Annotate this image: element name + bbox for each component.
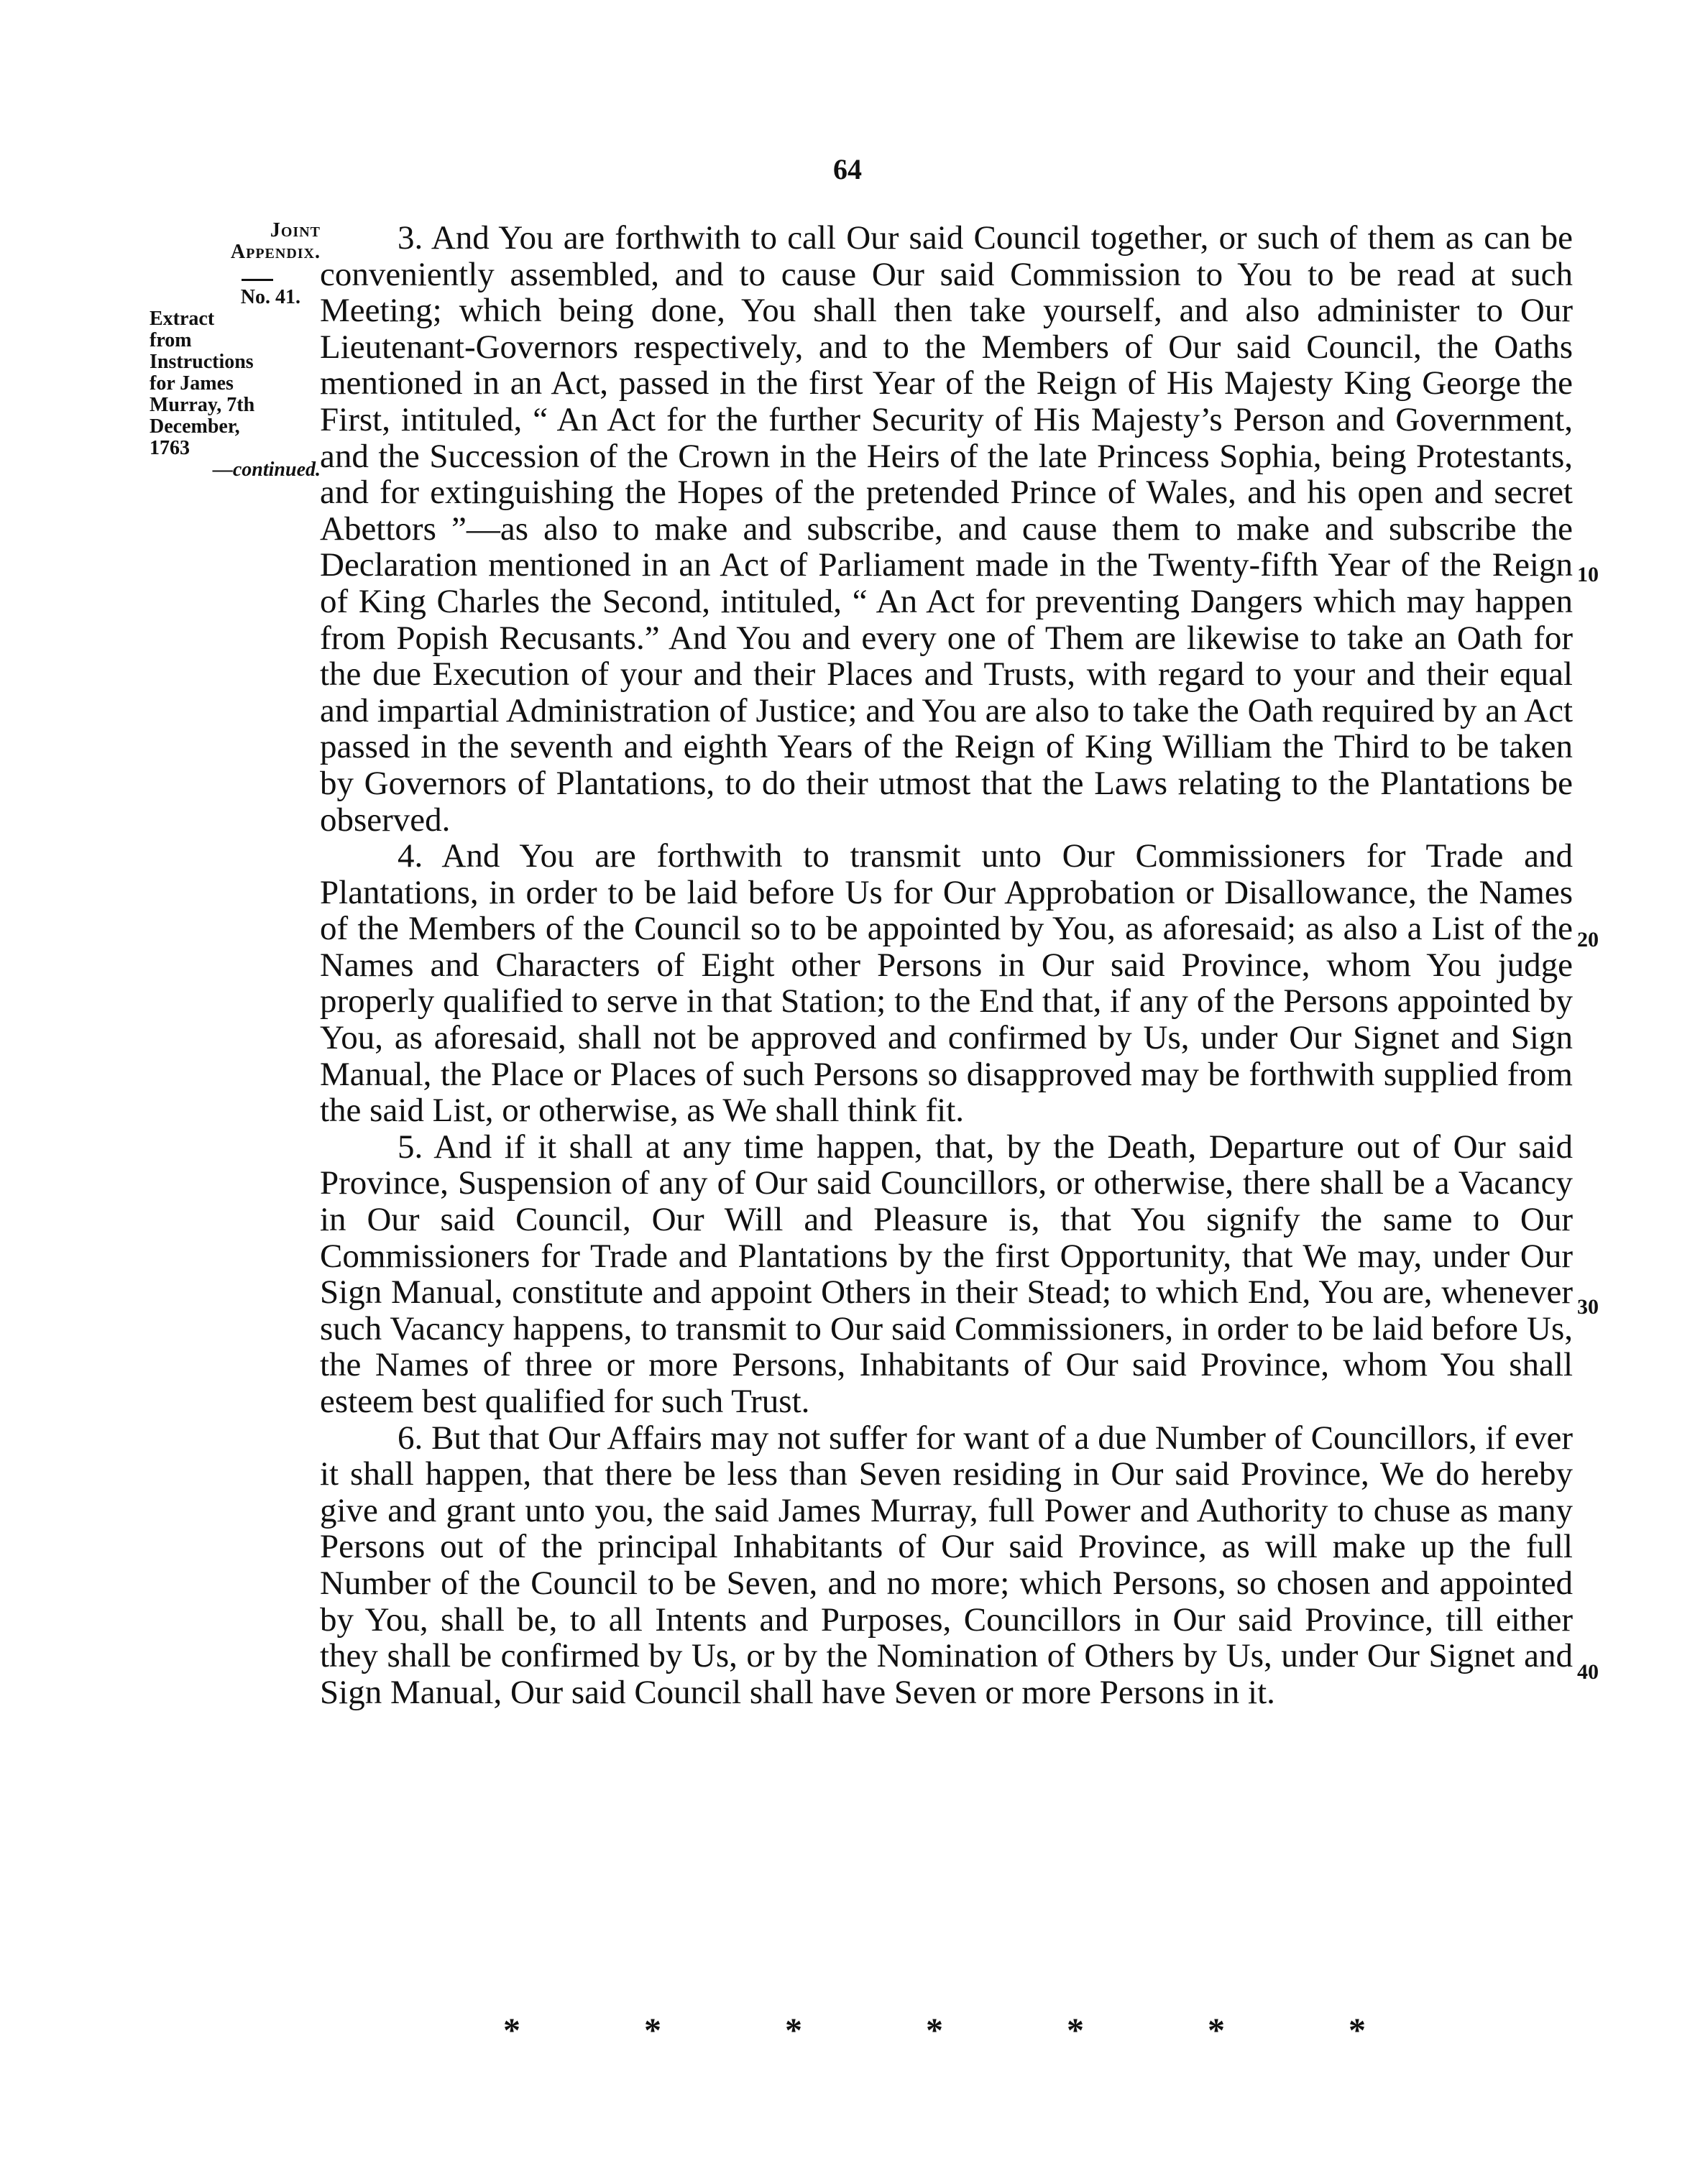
paragraph-3: 3. And You are forthwith to call Our said Council together, or such of them as can be conveniently assembled, and to cause Our said Commission to You to be read at such Meeting; which being done, You shall then take yourself, and also administer to Our Lieutenant-Governors respectively, and to the Members of Our said Council, the Oaths mentioned in an Act, passed in the first Year of the Reign of His Majesty King George the First, intituled, “ An Act for the further Security of His Majesty’s Person and Government, and the Succession of the Crown in the Heirs of the late Princess Sophia, being Protestants, and for extinguishing the Hopes of the pretended Prince of Wales, and his open and secret Abettors ”—as also to make and subscribe, and cause them to make and subscribe the Declaration mentioned in an Act of Parliament made in the Twenty-fifth Year of the Reign of King Charles the Second, intituled, “ An Act for preventing Dangers which may happen from Popish Recusants.” And You and every one of Them are likewise to take an Oath for the due Execution of your and their Places and Trusts, with regard to your and their equal and impartial Administration of Justice; and You are also to take the Oath required by an Act passed in the seventh and eighth Years of the Reign of King William the Third to be taken by Governors of Plantations, to do their utmost that the Laws relating to the Plantations be observed. [320, 219, 1573, 839]
margin-description-line: Instructions [150, 351, 254, 373]
asterisk-separator [503, 2011, 1366, 2050]
margin-description-line: from [150, 329, 192, 351]
line-number-10: 10 [1577, 563, 1599, 586]
margin-description-line: Murray, 7th [150, 394, 255, 416]
margin-heading-appendix: Appendix. [230, 241, 321, 263]
line-number-40: 40 [1577, 1660, 1599, 1684]
paragraph-6: 6. But that Our Affairs may not suffer for want of a due Number of Councillors, if ever it shall happen, that there be less than Seven residing in Our said Province, We do hereby give and grant unto you, the said James Murray, full Power and Authority to chuse as many Persons out of the principal Inhabitants of Our said Province, as will make up the full Number of the Council to be Seven, and no more; which Persons, so chosen and appointed by You, shall be, to all Intents and Purposes, Councillors in Our said Province, till either they shall be confirmed by Us, or by the Nomination of Others by Us, under Our Signet and Sign Manual, Our said Council shall have Seven or more Persons in it. [320, 1419, 1573, 1711]
asterisk: * [644, 2012, 661, 2050]
page-number: 64 [833, 153, 862, 185]
body-text [320, 220, 1573, 1710]
margin-description-line: 1763 [150, 437, 190, 459]
margin-note [150, 220, 329, 481]
asterisk: * [1208, 2012, 1225, 2050]
asterisk: * [785, 2012, 802, 2050]
margin-document-number: No. 41. [240, 286, 300, 308]
line-number-30: 30 [1577, 1295, 1599, 1319]
asterisk: * [1349, 2012, 1366, 2050]
margin-description-line: for James [150, 372, 234, 395]
paragraph-4: 4. And You are forthwith to transmit unto Our Commissioners for Trade and Plantations, in order to be laid before Us for Our Approbation or Disallowance, the Names of the Members of the Council so to be appointed by You, as aforesaid; as also a List of the Names and Characters of Eight other Persons in Our said Province, whom You judge properly qualified to serve in that Station; to the End that, if any of the Persons appointed by You, as aforesaid, shall not be approved and confirmed by Us, under Our Signet and Sign Manual, the Place or Places of such Persons so disapproved may be forthwith supplied from the said List, or otherwise, as We shall think fit. [320, 837, 1573, 1130]
margin-rule [242, 279, 273, 281]
margin-description-line: Extract [150, 308, 215, 330]
paragraph-5: 5. And if it shall at any time happen, that, by the Death, Departure out of Our said Province, Suspension of any of Our said Councillors, or otherwise, there shall be a Vacancy in Our said Council, Our Will and Pleasure is, that You signify the same to Our Commissioners for Trade and Plantations by the first Opportunity, that We may, under Our Sign Manual, constitute and appoint Others in their Stead; to which End, You are, whenever such Vacancy happens, to transmit to Our said Commissioners, in order to be laid before Us, the Names of three or more Persons, Inhabitants of Our said Province, whom You shall esteem best qualified for such Trust. [320, 1128, 1573, 1420]
margin-continued: —continued. [212, 459, 321, 481]
asterisk: * [926, 2012, 943, 2050]
margin-heading-joint: Joint [270, 219, 321, 241]
margin-description-line: December, [150, 415, 240, 438]
line-number-20: 20 [1577, 928, 1599, 952]
asterisk: * [1067, 2012, 1084, 2050]
asterisk: * [503, 2012, 520, 2050]
